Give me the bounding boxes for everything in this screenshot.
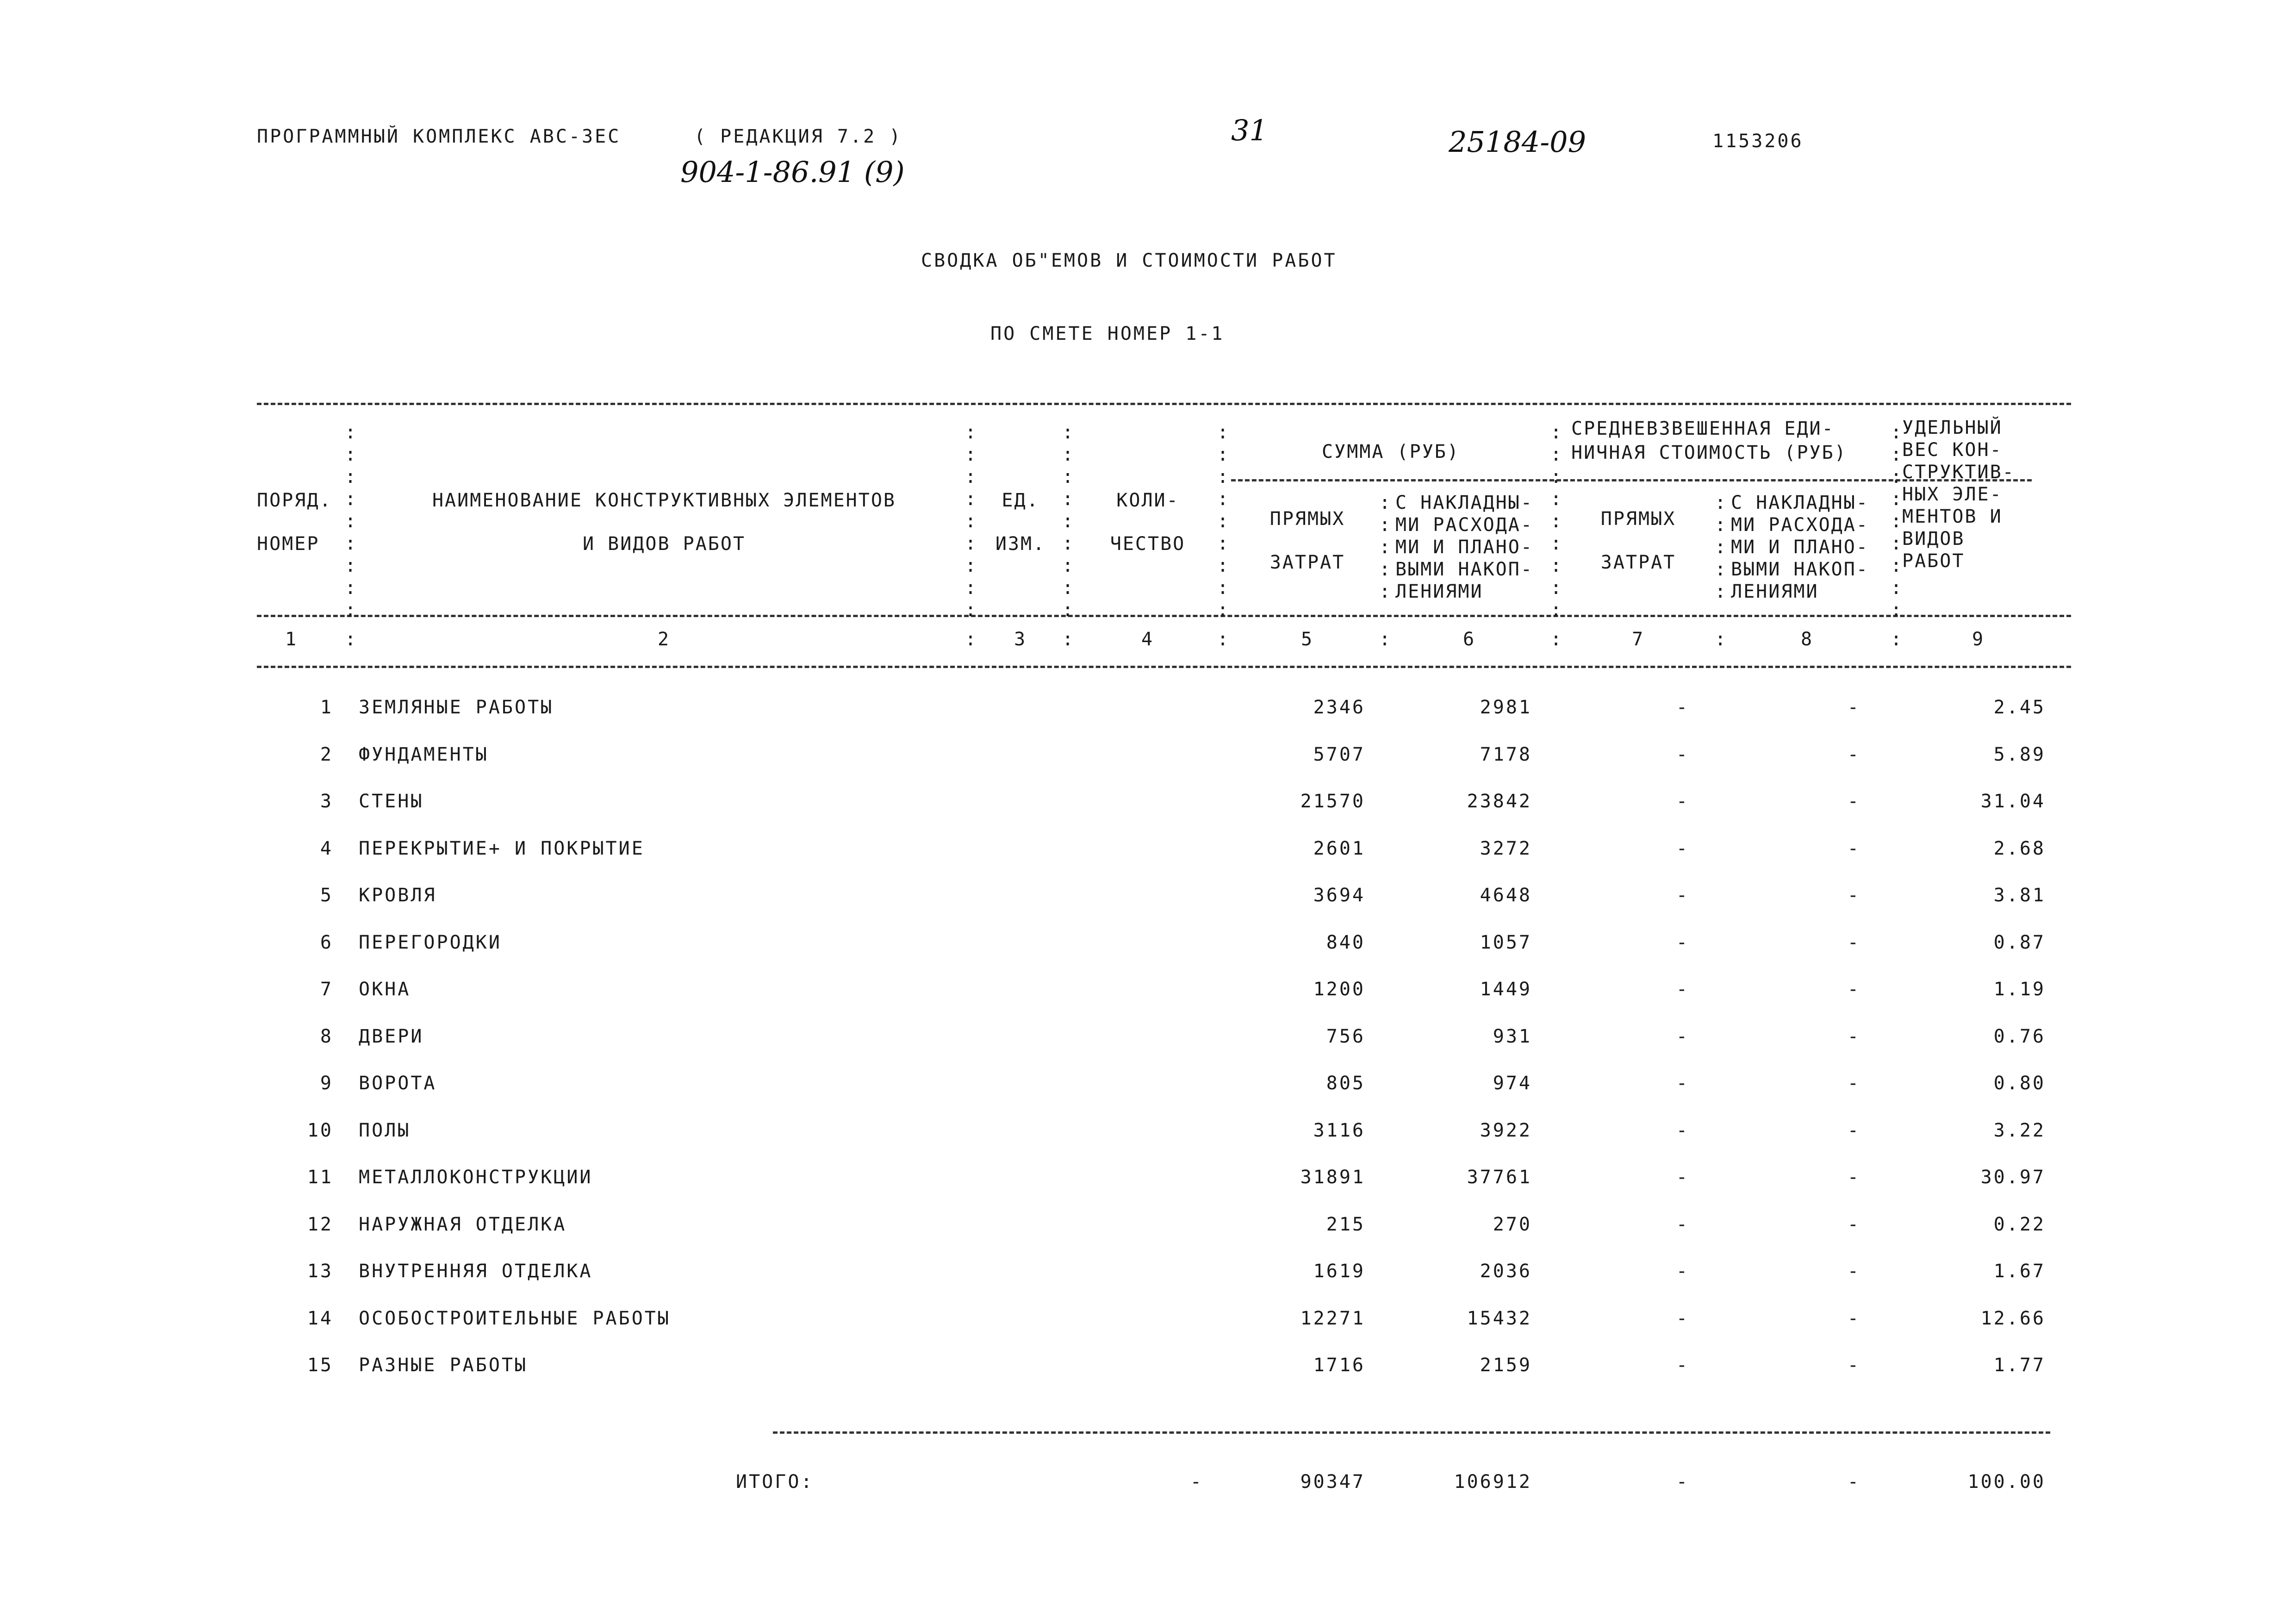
colnum-sep-2: : [965, 629, 978, 650]
colnum-sep-5: : [1379, 629, 1393, 650]
row-number: 13 [307, 1261, 333, 1282]
header-c6: С НАКЛАДНЫ- МИ РАСХОДА- МИ И ПЛАНО- ВЫМИ НАКОП- ЛЕНИЯМИ [1395, 492, 1533, 602]
row-overhead: 270 [1493, 1214, 1532, 1235]
header-c9: УДЕЛЬНЫЙ ВЕС КОН- СТРУКТИВ- НЫХ ЭЛЕ- МЕНТОВ И ВИДОВ РАБОТ [1902, 417, 2015, 572]
row-overhead: 2981 [1480, 697, 1532, 718]
row-avg-direct: - [1676, 697, 1689, 718]
row-number: 4 [320, 838, 333, 859]
row-avg-direct: - [1676, 885, 1689, 906]
header-c7: ПРЯМЫХ ЗАТРАТ [1600, 508, 1676, 573]
row-share: 1.67 [1993, 1261, 2046, 1282]
row-avg-overhead: - [1847, 1261, 1860, 1282]
row-number: 12 [307, 1214, 333, 1235]
row-avg-overhead: - [1847, 697, 1860, 718]
colnum-9: 9 [1972, 629, 1985, 650]
edition: ( РЕДАКЦИЯ 7.2 ) [694, 126, 902, 147]
total-label: ИТОГО: [736, 1471, 814, 1493]
row-avg-overhead: - [1847, 1026, 1860, 1047]
colnum-7: 7 [1631, 629, 1645, 650]
header-top-rule [257, 403, 2071, 405]
row-name: ОКНА [359, 979, 411, 1000]
row-direct: 12271 [1300, 1308, 1365, 1329]
col-sep-1: : : : : : : : : : [345, 422, 356, 621]
row-direct: 1716 [1313, 1355, 1365, 1376]
row-overhead: 1449 [1480, 979, 1532, 1000]
colnum-sep-7: : [1715, 629, 1728, 650]
row-avg-overhead: - [1847, 791, 1860, 812]
row-name: ЗЕМЛЯНЫЕ РАБОТЫ [359, 697, 554, 718]
row-avg-overhead: - [1847, 1167, 1860, 1188]
header-group-avg: СРЕДНЕВЗВЕШЕННАЯ ЕДИ- НИЧНАЯ СТОИМОСТЬ (РУБ) [1571, 418, 1847, 463]
row-overhead: 3272 [1480, 838, 1532, 859]
program-name: ПРОГРАММНЫЙ КОМПЛЕКС АВС-3ЕС [257, 126, 621, 147]
colnum-sep-8: : [1891, 629, 1904, 650]
row-share: 30.97 [1980, 1167, 2046, 1188]
row-number: 11 [307, 1167, 333, 1188]
row-overhead: 37761 [1467, 1167, 1532, 1188]
row-overhead: 4648 [1480, 885, 1532, 906]
row-name: ФУНДАМЕНТЫ [359, 744, 489, 765]
total-rule [773, 1431, 2050, 1434]
row-avg-direct: - [1676, 1355, 1689, 1376]
row-overhead: 974 [1493, 1073, 1532, 1094]
row-avg-overhead: - [1847, 979, 1860, 1000]
colnum-8: 8 [1800, 629, 1814, 650]
row-avg-direct: - [1676, 1308, 1689, 1329]
col-sep-7: : : : : : [1715, 492, 1726, 602]
row-name: НАРУЖНАЯ ОТДЕЛКА [359, 1214, 567, 1235]
total-qty: - [1190, 1471, 1203, 1493]
row-overhead: 2159 [1480, 1355, 1532, 1376]
row-direct: 3694 [1313, 885, 1365, 906]
row-name: ПЕРЕКРЫТИЕ+ И ПОКРЫТИЕ [359, 838, 645, 859]
colnum-4: 4 [1141, 629, 1155, 650]
colnum-sep-4: : [1217, 629, 1231, 650]
header-c1: ПОРЯД. НОМЕР [257, 490, 332, 555]
header-c5: ПРЯМЫХ ЗАТРАТ [1269, 508, 1345, 573]
row-number: 15 [307, 1355, 333, 1376]
row-avg-overhead: - [1847, 744, 1860, 765]
row-share: 5.89 [1993, 744, 2046, 765]
row-avg-direct: - [1676, 1026, 1689, 1047]
row-share: 1.77 [1993, 1355, 2046, 1376]
row-name: ОСОБОСТРОИТЕЛЬНЫЕ РАБОТЫ [359, 1308, 671, 1329]
document-code: 25184-09 [1449, 125, 1587, 159]
colnum-1: 1 [285, 629, 299, 650]
row-avg-overhead: - [1847, 1120, 1860, 1141]
row-avg-overhead: - [1847, 885, 1860, 906]
report-title: СВОДКА ОБ"ЕМОВ И СТОИМОСТИ РАБОТ [921, 250, 1337, 271]
row-avg-direct: - [1676, 979, 1689, 1000]
row-overhead: 3922 [1480, 1120, 1532, 1141]
row-avg-direct: - [1676, 932, 1689, 953]
row-avg-overhead: - [1847, 1308, 1860, 1329]
row-direct: 31891 [1300, 1167, 1365, 1188]
colnum-3: 3 [1014, 629, 1027, 650]
row-overhead: 1057 [1480, 932, 1532, 953]
row-number: 8 [320, 1026, 333, 1047]
row-name: ПОЛЫ [359, 1120, 411, 1141]
total-overhead: 106912 [1454, 1471, 1532, 1493]
document-id: 1153206 [1712, 131, 1804, 152]
col-sep-5: : : : : : [1379, 492, 1391, 602]
row-share: 31.04 [1980, 791, 2046, 812]
colnum-2: 2 [657, 629, 671, 650]
colnum-6: 6 [1462, 629, 1476, 650]
row-avg-direct: - [1676, 744, 1689, 765]
row-avg-direct: - [1676, 1261, 1689, 1282]
row-direct: 215 [1326, 1214, 1365, 1235]
row-name: ДВЕРИ [359, 1026, 424, 1047]
row-share: 0.80 [1993, 1073, 2046, 1094]
page-number: 31 [1231, 113, 1268, 147]
row-direct: 840 [1326, 932, 1365, 953]
row-avg-overhead: - [1847, 1073, 1860, 1094]
header-mid-rule [257, 615, 2071, 617]
total-avg-overhead: - [1847, 1471, 1860, 1493]
row-number: 5 [320, 885, 333, 906]
row-share: 12.66 [1980, 1308, 2046, 1329]
row-overhead: 2036 [1480, 1261, 1532, 1282]
row-share: 0.76 [1993, 1026, 2046, 1047]
row-share: 0.22 [1993, 1214, 2046, 1235]
row-share: 2.45 [1993, 697, 2046, 718]
row-direct: 2601 [1313, 838, 1365, 859]
header-group-sum: СУММА (РУБ) [1322, 441, 1460, 462]
total-direct: 90347 [1300, 1471, 1365, 1493]
row-name: РАЗНЫЕ РАБОТЫ [359, 1355, 528, 1376]
row-number: 3 [320, 791, 333, 812]
row-number: 10 [307, 1120, 333, 1141]
total-avg-direct: - [1676, 1471, 1689, 1493]
row-overhead: 7178 [1480, 744, 1532, 765]
row-name: ВОРОТА [359, 1073, 437, 1094]
row-share: 1.19 [1993, 979, 2046, 1000]
row-avg-direct: - [1676, 838, 1689, 859]
row-direct: 1619 [1313, 1261, 1365, 1282]
row-number: 6 [320, 932, 333, 953]
row-overhead: 15432 [1467, 1308, 1532, 1329]
row-avg-overhead: - [1847, 932, 1860, 953]
row-direct: 2346 [1313, 697, 1365, 718]
col-sep-3: : : : : : : : : : [1062, 422, 1074, 621]
row-number: 1 [320, 697, 333, 718]
row-direct: 5707 [1313, 744, 1365, 765]
row-avg-direct: - [1676, 1214, 1689, 1235]
row-direct: 1200 [1313, 979, 1365, 1000]
row-overhead: 931 [1493, 1026, 1532, 1047]
colnum-sep-1: : [345, 629, 358, 650]
header-c4: КОЛИ- ЧЕСТВО [1110, 490, 1186, 555]
total-share: 100.00 [1967, 1471, 2046, 1493]
report-subtitle: ПО СМЕТЕ НОМЕР 1-1 [990, 323, 1225, 344]
row-avg-direct: - [1676, 1167, 1689, 1188]
row-avg-direct: - [1676, 791, 1689, 812]
header-bottom-rule [257, 666, 2071, 668]
header-c2: НАИМЕНОВАНИЕ КОНСТРУКТИВНЫХ ЭЛЕМЕНТОВ И ВИДОВ РАБОТ [432, 490, 896, 555]
row-avg-direct: - [1676, 1120, 1689, 1141]
header-c3: ЕД. ИЗМ. [995, 490, 1046, 555]
row-direct: 21570 [1300, 791, 1365, 812]
row-name: КРОВЛЯ [359, 885, 437, 906]
row-name: ВНУТРЕННЯЯ ОТДЕЛКА [359, 1261, 593, 1282]
row-avg-overhead: - [1847, 1355, 1860, 1376]
row-overhead: 23842 [1467, 791, 1532, 812]
row-share: 3.81 [1993, 885, 2046, 906]
row-name: ПЕРЕГОРОДКИ [359, 932, 502, 953]
colnum-5: 5 [1300, 629, 1314, 650]
col-sep-6: : : : : : : : : : [1550, 422, 1562, 621]
row-number: 9 [320, 1073, 333, 1094]
row-name: СТЕНЫ [359, 791, 424, 812]
row-share: 2.68 [1993, 838, 2046, 859]
row-share: 0.87 [1993, 932, 2046, 953]
project-number: 904-1-86.91 (9) [680, 155, 905, 189]
colnum-sep-6: : [1550, 629, 1564, 650]
row-share: 3.22 [1993, 1120, 2046, 1141]
col-sep-2: : : : : : : : : : [965, 422, 977, 621]
row-avg-direct: - [1676, 1073, 1689, 1094]
row-avg-overhead: - [1847, 1214, 1860, 1235]
row-name: МЕТАЛЛОКОНСТРУКЦИИ [359, 1167, 593, 1188]
row-number: 2 [320, 744, 333, 765]
row-direct: 756 [1326, 1026, 1365, 1047]
row-direct: 805 [1326, 1073, 1365, 1094]
row-avg-overhead: - [1847, 838, 1860, 859]
colnum-sep-3: : [1062, 629, 1076, 650]
col-sep-4: : : : : : : : : : [1217, 422, 1229, 621]
row-number: 7 [320, 979, 333, 1000]
row-direct: 3116 [1313, 1120, 1365, 1141]
col-sep-8: : : : : : : : : : [1891, 422, 1902, 621]
row-number: 14 [307, 1308, 333, 1329]
header-c8: С НАКЛАДНЫ- МИ РАСХОДА- МИ И ПЛАНО- ВЫМИ НАКОП- ЛЕНИЯМИ [1731, 492, 1869, 602]
